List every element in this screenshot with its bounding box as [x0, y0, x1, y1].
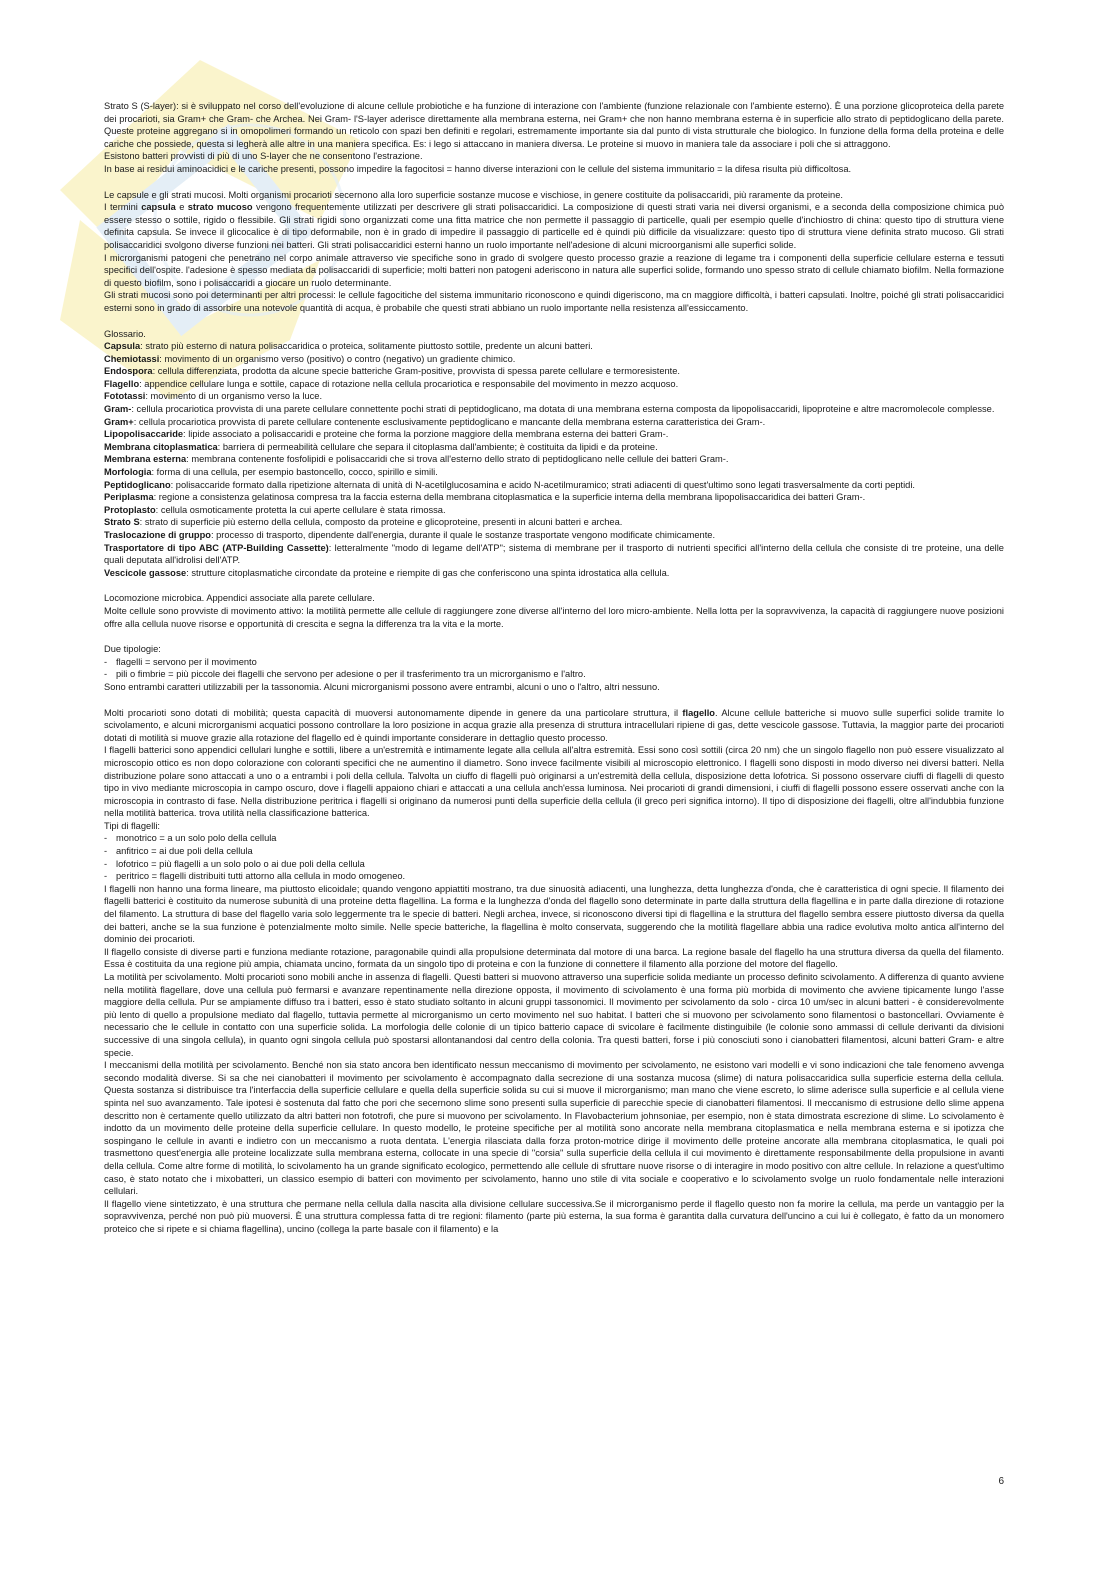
capsule-paragraph: Gli strati mucosi sono poi determinanti per altri processi: le cellule fagocitiche del sistema immunitario riconoscono e quindi digeriscono, ma cn maggiore difficoltà, i batteri capsulati. Inoltre, poiché gli strati polisaccaridici esterni sono in grado di assorbire una notevole quantità di acqua, è probabile che questi strati abbiano un ruolo importante nella resistenza all'essiccamento. — [104, 290, 1004, 313]
glossary-entry — [104, 353, 1004, 366]
tipologie-note: Sono entrambi caratteri utilizzabili per la tassonomia. Alcuni microrganismi possono avere entrambi, alcuni o uno o l'altro, altri nessuno. — [104, 681, 660, 692]
locomozione-title: Locomozione microbica. Appendici associate alla parete cellulare. — [104, 593, 375, 604]
document-page — [104, 100, 1004, 1540]
glossary-entry — [104, 378, 1004, 391]
glossary-entry — [104, 542, 1004, 567]
glossary-definition: : strutture citoplasmatiche circondate da proteine e riempite di gas che conferiscono una spinta idrostatica alla cellula. — [186, 567, 670, 578]
flagello-paragraph: Il flagello consiste di diverse parti e funziona mediante rotazione, paragonabile quindi alla propulsione determinata dal motore di una barca. La regione basale del flagello ha una struttura diversa da quella del filamento. Essa è costituita da una regione più ampia, chiamata uncino, formata da un singolo tipo di proteina e con la funzione di connettere il filamento alla porzione del motore del flagello. — [104, 946, 1004, 970]
glossary-title: Glossario. — [104, 328, 146, 339]
locomozione-paragraph: Molte cellule sono provviste di movimento attivo: la motilità permette alle cellule di raggiungere zone diverse all'interno del loro micro-ambiente. Nella lotta per la sopravvivenza, la capacità di raggiungere nuove posizioni offre alla cellula nuove risorse e opportunità di crescita e segna la differenza tra la vita e la morte. — [104, 605, 1004, 629]
glossary-term: Strato S — [104, 517, 140, 528]
glossary-definition: : lipide associato a polisaccaridi e proteine che forma la porzione maggiore della membrana esterna dei batteri Gram-. — [183, 429, 669, 440]
glossary-entry — [104, 340, 1004, 353]
glossary-definition: : appendice cellulare lunga e sottile, capace di rotazione nella cellula procariotica e responsabile del movimento in mezzo acquoso. — [139, 378, 679, 389]
list-item: - peritrico = flagelli distribuiti tutti attorno alla cellula in modo omogeneo. — [104, 871, 406, 882]
glossary-entry — [104, 390, 1004, 403]
tipi-flagelli-title: Tipi di flagelli: — [104, 820, 160, 831]
keyword-flagello: flagello — [682, 707, 715, 718]
glossary-term: Peptidoglicano — [104, 479, 171, 490]
glossary-entry — [104, 529, 1004, 542]
glossary-term: Traslocazione di gruppo — [104, 530, 211, 540]
capsule-terms-paragraph: I termini capsula e strato mucoso vengono frequentemente utilizzati per descrivere gli strati polisaccaridici. La composizione di questi strati varia nei diversi organismi, e a seconda della composizione chimica può essere stesso o sottile, rigido o flessibile. Gli strati rigidi sono organizzati come una fitta matrice che non permette il passaggio di particelle, quali per esempio quelle d'inchiostro di china: questo tipo di struttura viene definita capsula. Se invece il glicocalice è di tipo deformabile, non è in grado di impedire il passaggio di particelle ed è quindi più difficile da visualizzare: questo tipo di struttura viene definita strato mucoso. Gli strati polisaccaridici svolgono diverse funzioni nei batteri. Gli strati polisaccaridici esterni hanno un ruolo importante nell'adesione di alcuni microorganismi alle superfici solide. — [104, 202, 1004, 250]
list-item: - pili o fimbrie = più piccole dei flagelli che servono per adesione o per il trasferimento tra un microrganismo e l'altro. — [104, 669, 586, 680]
glossary-definition: : cellula differenziata, prodotta da alcune specie batteriche Gram-positive, provvista di spessa parete cellulare e termoresistente. — [152, 366, 681, 377]
glossary-term: Gram+ — [104, 416, 134, 427]
capsule-paragraph: I microrganismi patogeni che penetrano nel corpo animale attraverso vie specifiche sono in grado di svolgere questo processo grazie a reazione di legame tra i componenti della superficie cellulare esterna e tessuti specifici dell'ospite. l'adesione è spesso mediata da polisaccaridi di superficie; molti batteri non patogeni aderiscono in natura alle superfici solide, formando uno spesso strato di cellule chiamato biofilm. Nella formazione di questo biofilm, sono i polisaccaridi a giocare un ruolo determinante. — [104, 252, 1004, 288]
keyword-strato-mucoso: strato mucoso — [187, 202, 253, 213]
capsule-intro: Le capsule e gli strati mucosi. Molti organismi procarioti secernono alla loro superficie sostanze mucose e vischiose, in genere costituite da polisaccaridi, più raramente da proteine. — [104, 189, 843, 200]
glossary-definition: : forma di una cellula, per esempio bastoncello, cocco, spirillo e simili. — [151, 467, 438, 478]
flagello-paragraph: Molti procarioti sono dotati di mobilità; questa capacità di muoversi autonomamente dipende in genere da una particolare struttura, il flagello. Alcune cellule batteriche si muovo sulle superfici solide tramite lo scivolamento, e alcuni microrganismi acquatici possono controllare la loro posizione in acqua grazie alla presenza di struttura intracellulari ripiene di gas, dette vescicole gassose. Tuttavia, la maggior parte dei procarioti dotati di motilità si muove grazie alla rotazione del flagello ed è quindi importante considerare in dettaglio questo processo. — [104, 707, 1004, 743]
glossary-term: Fototassi — [104, 391, 146, 402]
glossary-entry — [104, 428, 1004, 441]
glossary-definition: : regione a consistenza gelatinosa compresa tra la faccia esterna della membrana citoplasmatica e la superficie interna della membrana lipopolisaccaridica dei batteri Gram-. — [153, 492, 866, 503]
glossary-entry — [104, 466, 1004, 479]
glossary-term: Lipopolisaccaride — [104, 429, 184, 440]
s-layer-paragraph: In base ai residui aminoacidici e le cariche presenti, possono impedire la fagocitosi = hanno diverse interazioni con le cellule del sistema immunitario = la difesa risulta più difficoltosa. — [104, 163, 852, 174]
glossary-term: Chemiotassi — [104, 353, 160, 364]
glossary-term: Vescicole gassose — [104, 567, 187, 578]
scivolamento-paragraph: I meccanismi della motilità per scivolamento. Benché non sia stato ancora ben identificato nessun meccanismo di movimento per scivolamento, ne esistono vari modelli e vi sono indicazioni che tale fenomeno avvenga secondo modalità diverse. Si sa che nei cianobatteri il movimento per scivolamento è accompagnato dalla secrezione di una sostanza mucosa (slime) di natura polisaccaridica sulla superficie esterna della cellula. Questa sostanza si distribuisce tra l'interfaccia della superficie cellulare e quella della superficie solida su cui si muove il microrganismo; man mano che viene escreto, lo slime aderisce sulla superficie e al cellula viene spinta nel suo avanzamento. Tale ipotesi è sostenuta dal fatto che pori che secernono slime sono presenti sulla superficie di parecchie specie di cianobatteri filamentosi. Il meccanismo di estrusione dello slime appena descritto non è certamente quello utilizzato da altri batteri non fototrofi, che pure si muovono per scivolamento. In Flavobacterium johnsoniae, per esempio, non è stata dimostrata escrezione di slime. Lo scivolamento è indotto da un movimento delle proteine della superficie cellulare. In questo modello, le proteine specifiche per al motilità sono ancorate nella membrana citoplasmatica e nella membrana esterna e si ipotizza che sospingano le cellule in avanti e indietro con un meccanismo a ruota dentata. L'energia rilasciata dalla forza proton-motrice dirige il movimento delle proteine ancorate alla membrana citoplasmatica, le quali poi trasmettono quest'energia alle proteine localizzate sulla membrana esterna, collocate in una specie di "corsia" sulla superficie della cellula il cui movimento è direttamente responsabilmente della propulsione in avanti della cellula. Come altre forme di motilità, lo scivolamento ha un grande significato ecologico, permettendo alle cellule di sfruttare nuove risorse o di interagire in modo positivo con altre cellule. In relazione a quest'ultimo caso, è stato notato che i mixobatteri, un classico esempio di batteri con movimento per scivolamento, hanno uno stile di vita sociale e cooperativo e lo scivolamento svolge un ruolo fondamentale nelle interazioni cellulari. — [104, 1060, 1004, 1197]
glossary-entry — [104, 504, 1004, 517]
glossary-definition: : strato di superficie più esterno della cellula, composto da proteine e glicoproteine, presenti in alcuni batteri e archea. — [139, 517, 623, 528]
glossary-term: Endospora — [104, 366, 153, 377]
glossary-definition: : polisaccaride formato dalla ripetizione alternata di unità di N-acetilglucosamina e acido N-acetilmuramico; strati adiacenti di quest'ultimo sono legati trasversalmente da corti peptidi. — [170, 479, 915, 490]
s-layer-paragraph: Strato S (S-layer): si è sviluppato nel corso dell'evoluzione di alcune cellule probiotiche e ha funzione di interazione con l'ambiente (funzione relazionale con l'ambiente esterno). È una porzione glicoproteica della parete dei procarioti, sia Gram+ che Gram- che Archea. Nei Gram- l'S-layer aderisce direttamente alla membrana esterna, nei Gram+ che non hanno membrana esterna è in superficie allo strato di peptidoglicano della parete. Queste proteine aggregano si in omopolimeri formando un reticolo con spazi ben definiti e regolari, estremamente importante sia dal punto di vista strutturale che biologico. In funzione della forma della proteina e delle cariche che possiede, questa si legherà alle altre in una maniera specifica. Es: i lego si attaccano in maniera diversa. Le proteine si muovo in maniera tale da associare i poli che si attraggono. — [104, 101, 1004, 149]
glossary-entry — [104, 516, 1004, 529]
glossary-term: Membrana esterna — [104, 454, 187, 465]
glossary-entry — [104, 403, 1004, 416]
flagello-paragraph: I flagelli batterici sono appendici cellulari lunghe e sottili, libere a un'estremità e intimamente legate alla cellula all'altra estremità. Essi sono così sottili (circa 20 nm) che un singolo flagello non può essere visualizzato al microscopio ottico es non dopo colorazione con coloranti specifici che ne aumentino il diametro. Sono invece facilmente visibili al microscopio elettronico. I flagelli sono disposti in modo diverso nei diversi batteri. Nella distribuzione polare sono attaccati a uno o a entrambi i poli della cellula. Talvolta un ciuffo di flagelli può originarsi a un'estremità della cellula, disposizione detta lofotrica. Si possono osservare ciuffi di flagelli di questo tipo in vivo mediante microscopia in campo oscuro, dove i flagelli appaiono chiari e attaccati a una cellula anch'essa luminosa. Nei procarioti di grandi dimensioni, i ciuffi di flagelli possono essere osservati anche con la microscopia in contrasto di fase. Nella distribuzione peritrica i flagelli si originano da numerosi punti della superficie della cellula (il greco peri significa intorno). Il tipo di disposizione dei flagelli, oltre all'indubbia funzione nella motilità batterica. trova utilità nella classificazione batterica. — [104, 745, 1004, 819]
list-item: - anfitrico = ai due poli della cellula — [104, 846, 253, 857]
glossary-definition: : cellula procariotica provvista di una parete cellulare connettente pochi strati di peptidoglicano, ma dotata di una membrana esterna composta da lipopolisaccaridi, lipoproteine e altre macromolecole complesse. — [131, 404, 995, 415]
glossary-entry — [104, 453, 1004, 466]
glossary-entry — [104, 365, 1004, 378]
glossary-term: Gram- — [104, 404, 132, 415]
glossary-definition: : cellula osmoticamente protetta la cui aperte cellulare è stata rimossa. — [155, 504, 446, 515]
tipologie-title: Due tipologie: — [104, 644, 161, 655]
scivolamento-paragraph: La motilità per scivolamento. Molti procarioti sono mobili anche in assenza di flagelli. Questi batteri si muovono attraverso una superficie solida mediante un processo definito scivolamento. A differenza di quanto avviene nella motilità flagellare, dove una cellula può fermarsi e avanzare repentinamente nella direzione opposta, il movimento di scivolamento è una forma più morbida di movimento che avviene tipicamente lungo l'asse maggiore della cellula. Pur se ampiamente diffuso tra i batteri, esso è stato studiato soltanto in alcuni gruppi tassonomici. Il movimento per scivolamento da solo - circa 10 um/sec in alcuni batteri - è considerevolmente più lento di quello a propulsione mediato dal flagello, tuttavia permette al microrganismo un certo movimento nel suo habitat. I batteri che si muovono per scivolamento sono filamentosi o bastoncellari. Ovviamente è necessario che le cellule in contatto con una superficie solida. La morfologia delle colonie di un tipico batterio capace di svicolare è facilmente distinguibile (le colonie sono ammassi di cellule derivanti da divisioni successive di una singola cellula), in quanto ogni singola cellula può spostarsi allontanandosi dal centro della colonia. Tra questi batteri, forse i più conosciuti sono i cianobatteri filamentosi, alcuni batteri Gram- e altre specie. — [104, 972, 1004, 1058]
glossary-entry — [104, 441, 1004, 454]
list-item: - lofotrico = più flagelli a un solo polo o ai due poli della cellula — [104, 858, 365, 869]
glossary-list — [104, 340, 1004, 579]
glossary-definition: : letteralmente "modo di legame dell'ATP"; sistema di membrane per il trasporto di nutrienti specifici all'interno della cellula che consiste di tre proteine, una delle quali deputata all'idrolisi dell'ATP. — [104, 542, 1004, 566]
glossary-term: Membrana citoplasmatica — [104, 441, 218, 452]
glossary-definition: : barriera di permeabilità cellulare che separa il citoplasma dall'ambiente; è costituita da lipidi e da proteine. — [217, 441, 658, 452]
glossary-entry — [104, 479, 1004, 492]
glossary-entry — [104, 416, 1004, 429]
glossary-definition: : processo di trasporto, dipendente dall'energia, durante il quale le sostanze trasportate vengono modificate chimicamente. — [210, 530, 716, 540]
page-number: 6 — [998, 1476, 1004, 1487]
keyword-capsula: capsula — [141, 202, 176, 213]
glossary-term: Capsula — [104, 341, 141, 352]
glossary-term: Morfologia — [104, 467, 152, 478]
glossary-definition: : membrana contenente fosfolipidi e polisaccaridi che si trova all'esterno dello strato di peptidoglicano nelle cellule dei batteri Gram-. — [186, 454, 729, 465]
glossary-term: Periplasma — [104, 492, 154, 503]
glossary-entry — [104, 491, 1004, 504]
glossary-term: Protoplasto — [104, 504, 156, 515]
list-item: - flagelli = servono per il movimento — [104, 656, 257, 667]
glossary-term: Flagello — [104, 378, 140, 389]
flagello-paragraph: I flagelli non hanno una forma lineare, ma piuttosto elicoidale; quando vengono appiattiti mostrano, tra due sinuosità adiacenti, una lunghezza, detta lunghezza d'onda, che è caratteristica di ogni specie. Il filamento dei flagelli batterici è costituito da numerose subunità di una proteine detta flagellina. La forma e la lunghezza d'onda del flagello sono determinate in parte dalla struttura della flagellina e in parte dalla direzione di rotazione del filamento. La struttura di base del flagello varia solo leggermente tra le specie di batteri. Negli archea, invece, si riconoscono diversi tipi di flagellina e la struttura del flagello sembra essere piuttosto diversa da quella dei batteri, anche se la sua funzione è potenzialmente molto simile. Nelle specie batteriche, la flagellina è molto conservata, suggerendo che la motilità flagellare abbia una radice evolutiva molto antica all'interno del dominio dei procarioti. — [104, 883, 1004, 945]
list-item: - monotrico = a un solo polo della cellula — [104, 833, 277, 844]
glossary-term: Trasportatore di tipo ABC (ATP-Building Cassette) — [104, 542, 329, 553]
glossary-definition: : cellula procariotica provvista di parete cellulare contenente esclusivamente peptidoglicano e mancante della membrana esterna caratteristica dei Gram-. — [133, 416, 766, 427]
s-layer-paragraph: Esistono batteri provvisti di più di uno S-layer che ne consentono l'estrazione. — [104, 151, 423, 162]
glossary-definition: : strato più esterno di natura polisaccaridica o proteica, solitamente piuttosto sottile, predente un alcuni batteri. — [140, 341, 593, 352]
glossary-definition: : movimento di un organismo verso la luce. — [145, 391, 323, 402]
flagello-paragraph: Il flagello viene sintetizzato, è una struttura che permane nella cellula dalla nascita alla divisione cellulare successiva.Se il microrganismo perde il flagello questo non fa morire la cellula, ma perde un vantaggio per la sopravvivenza, perché non può più muoversi. È una struttura complessa fatta di tre regioni: filamento (parte più esterna, la sua forma è garantita dalla curvatura dell'uncino a cui lui è collegato, è fatto da un monomero proteico che si ripete e si chiama flagellina), uncino (collega la parte basale con il filamento) e la — [104, 1198, 1004, 1234]
glossary-definition: : movimento di un organismo verso (positivo) o contro (negativo) un gradiente chimico. — [159, 353, 516, 364]
glossary-entry — [104, 567, 1004, 580]
